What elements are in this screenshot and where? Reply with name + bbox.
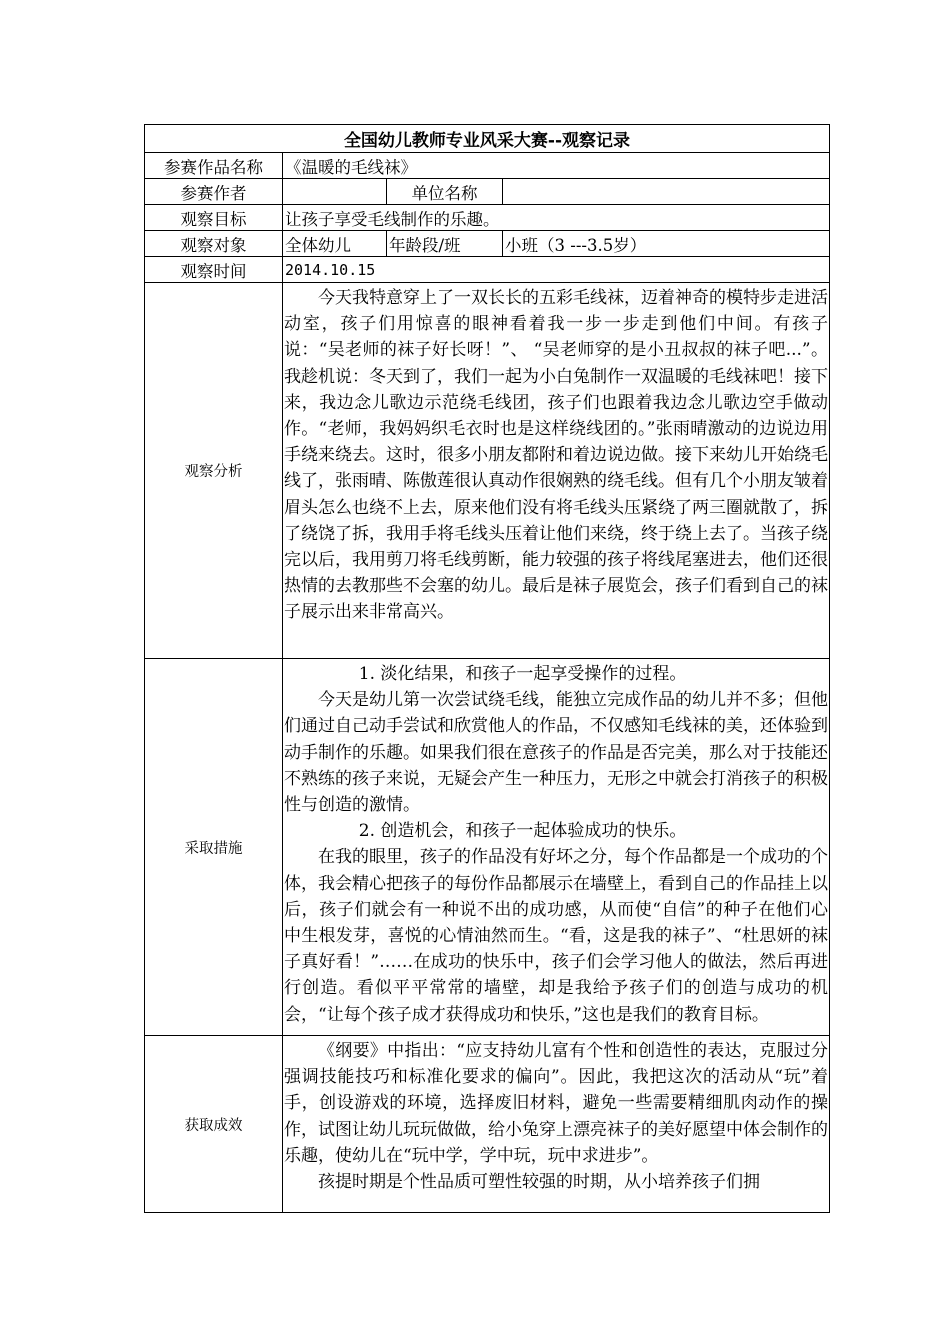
goal-value: 让孩子享受毛线制作的乐趣。 — [283, 205, 830, 231]
unit-value — [503, 179, 830, 205]
analysis-paragraph: 今天我特意穿上了一双长长的五彩毛线袜，迈着神奇的模特步走进活动室，孩子们用惊喜的眼神看着我一步一步走到他们中间。有孩子说：“吴老师的袜子好长呀！”、 “吴老师穿的是小丑叔叔的袜子吧...”。我趁机说：冬天到了，我们一起为小白兔制作一双温暖的毛线袜吧！接下来，我边念儿歌边示范绕毛线团，孩子们也跟着我边念儿歌边空手做动作。“老师，我妈妈织毛衣时也是这样绕线团的。”张雨晴激动的边说边用手绕来绕去。这时，很多小朋友都附和着边说边做。接下来幼儿开始绕毛线了，张雨晴、陈傲莲很认真动作很娴熟的绕毛线。但有几个小朋友皱着眉头怎么也绕不上去，原来他们没有将毛线头压紧绕了两三圈就散了，拆了绕饶了拆，我用手将毛线头压着让他们来绕，终于绕上去了。当孩子绕完以后，我用剪刀将毛线剪断，能力较强的孩子将线尾塞进去，他们还很热情的去教那些不会塞的幼儿。最后是袜子展览会，孩子们看到自己的袜子展示出来非常高兴。 — [284, 288, 828, 623]
results-text — [283, 1036, 830, 1213]
results-label: 获取成效 — [145, 1036, 283, 1213]
measures-text — [283, 659, 830, 1036]
time-label: 观察时间 — [145, 257, 283, 283]
measures-paragraph-1: 今天是幼儿第一次尝试绕毛线，能独立完成作品的幼儿并不多；但他们通过自己动手尝试和欣赏他人的作品，不仅感知毛线袜的美，还体验到动手制作的乐趣。如果我们很在意孩子的作品是否完美，那么对于技能还不熟练的孩子来说，无疑会产生一种压力，无形之中就会打消孩子的积极性与创造的激情。 — [284, 690, 828, 816]
results-paragraph-1: 《纲要》中指出：“应支持幼儿富有个性和创造性的表达，克服过分强调技能技巧和标准化要求的偏向”。因此，我把这次的活动从“玩”着手，创设游戏的环境，选择废旧材料，避免一些需要精细肌肉动作的操作，试图让幼儿玩玩做做，给小兔穿上漂亮袜子的美好愿望中体会制作的乐趣，使幼儿在“玩中学，学中玩，玩中求进步”。 — [284, 1041, 828, 1166]
observation-record-table — [144, 124, 830, 1213]
age-label: 年龄段/班 — [387, 231, 503, 257]
measures-paragraph-2: 在我的眼里，孩子的作品没有好坏之分，每个作品都是一个成功的个体，我会精心把孩子的每份作品都展示在墙壁上，看到自己的作品挂上以后，孩子们就会有一种说不出的成功感，从而使“自信”的种子在他们心中生根发芽，喜悦的心情油然而生。“看，这是我的袜子”、“杜思妍的袜子真好看！”……在成功的快乐中，孩子们会学习他人的做法，然后再进行创造。看似平平常常的墙壁，却是我给予孩子们的创造与成功的机会，“让每个孩子成才获得成功和快乐，”这也是我们的教育目标。 — [284, 847, 828, 1025]
author-value — [283, 179, 387, 205]
subject-label: 观察对象 — [145, 231, 283, 257]
work-name-value: 《温暖的毛线袜》 — [283, 153, 830, 179]
unit-label: 单位名称 — [387, 179, 503, 205]
goal-label: 观察目标 — [145, 205, 283, 231]
time-value: 2014.10.15 — [283, 257, 830, 283]
author-label: 参赛作者 — [145, 179, 283, 205]
analysis-label: 观察分析 — [145, 283, 283, 659]
measures-heading-1: 1. 淡化结果，和孩子一起享受操作的过程。 — [358, 664, 687, 684]
measures-label: 采取措施 — [145, 659, 283, 1036]
analysis-text — [283, 283, 830, 659]
age-value: 小班（3 ---3.5岁） — [503, 231, 830, 257]
results-paragraph-2: 孩提时期是个性品质可塑性较强的时期，从小培养孩子们拥 — [318, 1172, 760, 1193]
record-title: 全国幼儿教师专业风采大赛--观察记录 — [145, 125, 830, 153]
work-name-label: 参赛作品名称 — [145, 153, 283, 179]
subject-value: 全体幼儿 — [283, 231, 387, 257]
measures-heading-2: 2. 创造机会，和孩子一起体验成功的快乐。 — [358, 821, 687, 842]
